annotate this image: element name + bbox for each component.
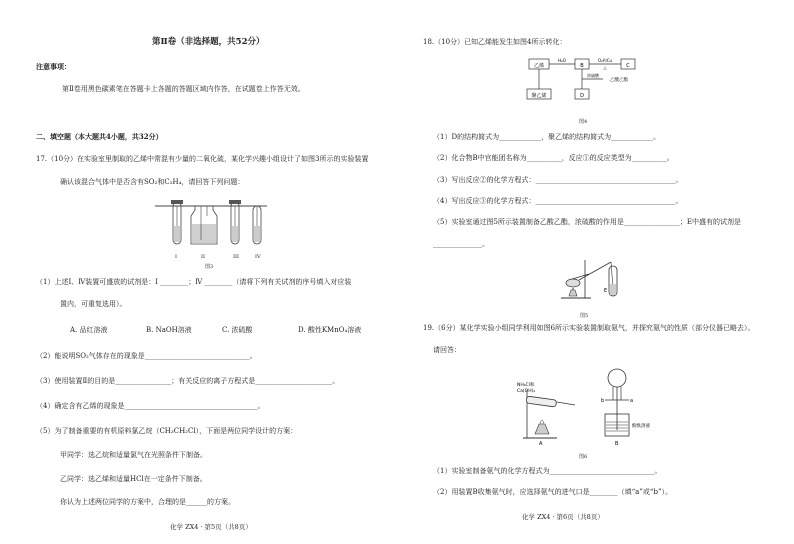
q17-conclusion: 你认为上述两位同学的方案中，合理的是______的方案。 [60, 498, 235, 506]
fig5-caption: 图5 [580, 313, 589, 319]
q17-1-line1: （1）上述Ⅰ、Ⅳ装置可盛放的试剂是：Ⅰ ________；Ⅳ ________（请将下列有关试剂的序号填入对应装 [36, 278, 352, 286]
fig4-ethylene: 乙烯 [533, 63, 545, 69]
q17-line1: 17.（10分）在实验室里制取的乙烯中常混有少量的二氧化硫，某化学兴趣小组设计了如图3所示的实验装置 [36, 155, 369, 163]
fig6-reagent-1: NH₄Cl和 [517, 383, 535, 388]
page-footer-right: 化学 ZX4 · 第6页（共8页） [522, 513, 604, 521]
fig6-label-a: a [630, 398, 634, 404]
q18-line: 18.（10分）已知乙烯能发生如图4所示转化： [423, 38, 567, 46]
fig6-label-B: B [615, 441, 619, 447]
fig3-label-I: I [175, 254, 177, 260]
option-jia: 甲同学：选乙烷和适量氯气在光照条件下制备。 [60, 451, 207, 459]
q18-2: （2）化合物B中官能团名称为__________，反应①的反应类型为__________。 [433, 154, 674, 162]
fig6-label-A: A [539, 441, 543, 447]
page-footer-left: 化学 ZX4 · 第5页（共8页） [170, 523, 252, 531]
figure-3-apparatus [155, 196, 280, 254]
q19-1: （1）实验室制备氨气的化学方程式为______________________________。 [433, 467, 662, 475]
fig3-label-III: III [233, 254, 239, 260]
q17-line2: 确认该混合气体中是否含有SO₂和C₂H₄，请回答下列问题： [60, 178, 245, 186]
option-b: B. NaOH溶液 [146, 326, 192, 334]
flask [566, 279, 580, 287]
burner [569, 290, 577, 296]
fig4-caption: 图4 [579, 119, 588, 125]
fig6-caption: 图6 [579, 454, 588, 460]
fig6-reagent-2: Ca(OH)₂ [517, 389, 536, 394]
q18-5-line2: ______________。 [433, 240, 489, 248]
fig4-reagent1: H₂O [558, 58, 566, 63]
q18-4: （4）写出反应③的化学方程式：________________________________________。 [433, 197, 683, 205]
fig4-C: C [626, 63, 630, 69]
option-c: C. 浓硫酸 [222, 326, 253, 334]
fig6-solution: 酚酞溶液 [632, 424, 650, 429]
fig4-reagent2: O₂和Cu [597, 58, 613, 63]
fig4-B: B [580, 63, 584, 69]
fig3-label-II: II [201, 254, 205, 260]
fig4-reagent3: 浓硫酸 [587, 73, 599, 78]
q17-4: （4）确定含有乙烯的现象是______________________________________。 [36, 402, 265, 410]
fig3-label-IV: IV [255, 254, 261, 260]
notice-text: 第Ⅱ卷用黑色碳素笔在答题卡上各题的答题区域内作答，在试题卷上作答无效。 [62, 85, 305, 93]
q17-2: （2）能说明SO₂气体存在的现象是______________________________。 [36, 352, 257, 360]
figure-4-diagram [525, 55, 647, 107]
q19-line1: 19.（6分）某化学实验小组同学利用如图6所示实验装置制取氨气，并探究氨气的性质（部分仪器已略去）。 [423, 324, 755, 332]
option-yi: 乙同学：选乙烯和适量HCl在一定条件下制备。 [60, 475, 207, 483]
fig4-ethyl-acetate: 乙酸乙酯 [610, 78, 628, 83]
burner-A [535, 424, 549, 434]
fig4-heat: △ [603, 65, 607, 70]
notice-heading: 注意事项： [36, 62, 71, 71]
q17-3: （3）使用装置Ⅱ的目的是________________；有关反应的离子方程式是______________________。 [36, 377, 340, 385]
fig6-label-b: b [601, 398, 605, 404]
test-tube-A [526, 396, 557, 407]
section-heading: 二、填空题（本大题共4小题，共32分） [36, 132, 163, 141]
q19-2: （2）用装置B收集氨气时，应选择氨气的进气口是________（填“a”或“b”）。 [433, 488, 673, 496]
flask-B [608, 369, 626, 387]
option-a: A. 品红溶液 [70, 326, 108, 334]
fig5-label-E: E [604, 288, 608, 294]
figure-6-apparatus [515, 366, 665, 446]
q18-3: （3）写出反应②的化学方程式：________________________________________。 [433, 176, 683, 184]
figure-5-apparatus [555, 250, 625, 302]
q17-5: （5）为了制备重要的有机原料氯乙烷（CH₃CH₂Cl），下面是两位同学设计的方案： [36, 427, 298, 435]
q19-line2: 请回答： [433, 346, 461, 354]
part2-title: 第Ⅱ卷（非选择题，共52分） [152, 37, 265, 47]
option-d: D. 酸性KMnO₄溶液 [298, 326, 362, 334]
q17-1-line2: 置内，可重复选用）。 [60, 300, 127, 308]
q18-1: （1）D的结构简式为____________，聚乙烯的结构简式为____________。 [433, 133, 661, 141]
fig4-D: D [580, 93, 584, 99]
q18-5-line1: （5）实验室通过图5所示装置制备乙酸乙酯，浓硫酸的作用是________________；E中盛有的试剂是 [433, 218, 742, 226]
right-page [397, 0, 794, 544]
fig3-caption: 图3 [205, 264, 214, 270]
fig4-polyethylene: 聚乙烯 [531, 93, 547, 99]
